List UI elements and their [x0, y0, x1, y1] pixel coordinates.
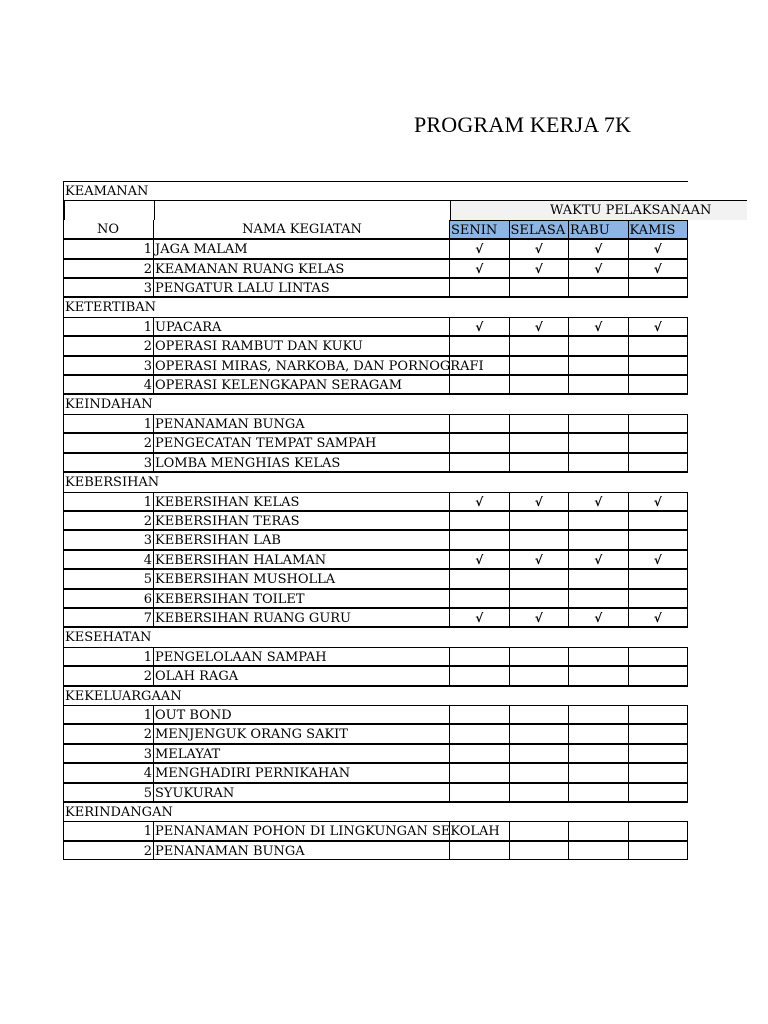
item-number: 4 — [63, 763, 154, 782]
day-header-kamis: KAMIS — [629, 220, 689, 239]
day-cell-kamis — [629, 589, 689, 608]
day-cell-rabu — [569, 666, 629, 685]
day-cell-kamis — [629, 433, 689, 452]
day-cell-selasa — [510, 433, 570, 452]
section-row — [63, 686, 688, 705]
item-name: OLAH RAGA — [154, 666, 450, 685]
day-cell-rabu — [569, 492, 629, 511]
table-row — [63, 375, 688, 394]
day-cell-kamis — [629, 453, 689, 472]
section-label: KEAMANAN — [65, 184, 149, 199]
item-number: 4 — [63, 550, 154, 569]
day-cell-selasa — [510, 336, 570, 355]
table-row — [63, 453, 688, 472]
check-mark: √ — [653, 552, 662, 567]
day-cell-selasa — [510, 259, 570, 278]
table-row — [63, 666, 688, 685]
day-cell-selasa — [510, 511, 570, 530]
table-row — [63, 336, 688, 355]
item-name: MELAYAT — [154, 744, 450, 763]
item-number: 5 — [63, 569, 154, 588]
day-cell-senin — [450, 763, 510, 782]
header-name-top-cell — [155, 200, 451, 219]
item-name: PENGELOLAAN SAMPAH — [154, 647, 450, 666]
day-header-rabu: RABU — [569, 220, 629, 239]
day-cell-senin — [450, 666, 510, 685]
check-mark: √ — [475, 319, 484, 334]
item-name: PENGECATAN TEMPAT SAMPAH — [154, 433, 450, 452]
item-number: 2 — [63, 433, 154, 452]
day-cell-kamis — [629, 375, 689, 394]
day-cell-rabu — [569, 608, 629, 627]
item-number: 4 — [63, 375, 154, 394]
day-cell-selasa — [510, 821, 570, 840]
section-label: KETERTIBAN — [65, 300, 157, 316]
day-cell-selasa — [510, 841, 570, 860]
day-cell-kamis — [629, 705, 689, 724]
day-cell-rabu — [569, 841, 629, 860]
day-cell-rabu — [569, 589, 629, 608]
section-row — [63, 472, 688, 491]
page-title: PROGRAM KERJA 7K — [414, 112, 632, 137]
day-cell-senin — [450, 375, 510, 394]
day-cell-senin — [450, 569, 510, 588]
item-name: PENANAMAN BUNGA — [154, 841, 450, 860]
item-number: 2 — [63, 259, 154, 278]
day-cell-kamis — [629, 744, 689, 763]
day-header-selasa: SELASA — [510, 220, 570, 239]
day-cell-rabu — [569, 317, 629, 336]
check-mark: √ — [653, 610, 662, 625]
day-cell-rabu — [569, 647, 629, 666]
time-header: WAKTU PELAKSANAAN — [451, 200, 747, 219]
day-cell-selasa — [510, 647, 570, 666]
item-name: MENGHADIRI PERNIKAHAN — [154, 763, 450, 782]
item-name: JAGA MALAM — [154, 239, 450, 258]
day-cell-senin — [450, 278, 510, 297]
table-row — [63, 705, 688, 724]
day-cell-selasa — [510, 239, 570, 258]
section-label: KEKELUARGAAN — [65, 688, 182, 704]
day-header-senin: SENIN — [450, 220, 510, 239]
day-cell-kamis — [629, 317, 689, 336]
check-mark: √ — [653, 242, 662, 257]
table-row — [63, 239, 688, 258]
header-row-labels — [63, 220, 688, 239]
table-row — [63, 647, 688, 666]
check-mark: √ — [653, 261, 662, 276]
day-cell-selasa — [510, 414, 570, 433]
day-cell-rabu — [569, 744, 629, 763]
item-number: 1 — [63, 492, 154, 511]
day-cell-rabu — [569, 453, 629, 472]
section-row — [63, 627, 688, 646]
table-row — [63, 414, 688, 433]
day-cell-selasa — [510, 705, 570, 724]
item-name: OPERASI RAMBUT DAN KUKU — [154, 336, 450, 355]
day-cell-selasa — [510, 356, 570, 375]
day-cell-senin — [450, 841, 510, 860]
day-cell-rabu — [569, 821, 629, 840]
day-cell-selasa — [510, 608, 570, 627]
table-row — [63, 724, 688, 743]
item-name: KEBERSIHAN KELAS — [154, 492, 450, 511]
section-label: KEINDAHAN — [65, 397, 153, 413]
item-number: 1 — [63, 821, 154, 840]
item-number: 3 — [63, 530, 154, 549]
day-cell-senin — [450, 589, 510, 608]
item-number: 2 — [63, 724, 154, 743]
day-cell-selasa — [510, 375, 570, 394]
day-cell-kamis — [629, 783, 689, 802]
table-row — [63, 511, 688, 530]
table-row — [63, 259, 688, 278]
day-cell-senin — [450, 453, 510, 472]
day-cell-rabu — [569, 705, 629, 724]
check-mark: √ — [594, 242, 603, 257]
item-name: LOMBA MENGHIAS KELAS — [154, 453, 450, 472]
day-cell-kamis — [629, 414, 689, 433]
item-number: 1 — [63, 317, 154, 336]
day-cell-kamis — [629, 821, 689, 840]
item-number: 3 — [63, 356, 154, 375]
check-mark: √ — [534, 610, 543, 625]
item-number: 3 — [63, 744, 154, 763]
day-cell-selasa — [510, 492, 570, 511]
day-cell-selasa — [510, 569, 570, 588]
day-cell-senin — [450, 492, 510, 511]
item-name: OPERASI KELENGKAPAN SERAGAM — [154, 375, 450, 394]
table-row — [63, 530, 688, 549]
day-cell-kamis — [629, 492, 689, 511]
day-cell-kamis — [629, 608, 689, 627]
day-cell-rabu — [569, 356, 629, 375]
day-cell-selasa — [510, 550, 570, 569]
day-cell-selasa — [510, 724, 570, 743]
item-name: PENANAMAN BUNGA — [154, 414, 450, 433]
day-cell-senin — [450, 433, 510, 452]
item-name: PENANAMAN POHON DI LINGKUNGAN SEKOLAH — [154, 821, 450, 840]
item-name: KEAMANAN RUANG KELAS — [154, 259, 450, 278]
day-cell-selasa — [510, 589, 570, 608]
check-mark: √ — [534, 319, 543, 334]
day-cell-rabu — [569, 278, 629, 297]
day-cell-kamis — [629, 550, 689, 569]
table-row — [63, 569, 688, 588]
day-cell-senin — [450, 608, 510, 627]
day-cell-rabu — [569, 375, 629, 394]
check-mark: √ — [594, 319, 603, 334]
day-cell-senin — [450, 724, 510, 743]
item-number: 1 — [63, 705, 154, 724]
item-name: KEBERSIHAN MUSHOLLA — [154, 569, 450, 588]
day-cell-selasa — [510, 744, 570, 763]
header-name: NAMA KEGIATAN — [154, 220, 450, 239]
item-number: 1 — [63, 239, 154, 258]
day-cell-selasa — [510, 666, 570, 685]
day-cell-senin — [450, 317, 510, 336]
section-row — [63, 802, 688, 821]
day-cell-selasa — [510, 317, 570, 336]
item-name: KEBERSIHAN TOILET — [154, 589, 450, 608]
day-cell-kamis — [629, 336, 689, 355]
day-cell-rabu — [569, 783, 629, 802]
header-row-time — [63, 200, 712, 219]
item-name: UPACARA — [154, 317, 450, 336]
section-label: KERINDANGAN — [65, 805, 173, 820]
table-row — [63, 589, 688, 608]
header-no-top-cell — [64, 200, 155, 219]
check-mark: √ — [594, 494, 603, 509]
item-name: KEBERSIHAN HALAMAN — [154, 550, 450, 569]
day-cell-kamis — [629, 259, 689, 278]
day-cell-rabu — [569, 414, 629, 433]
day-cell-senin — [450, 259, 510, 278]
day-cell-senin — [450, 744, 510, 763]
item-name: KEBERSIHAN TERAS — [154, 511, 450, 530]
day-cell-selasa — [510, 278, 570, 297]
section-label: KESEHATAN — [65, 630, 152, 646]
table-row — [63, 763, 688, 782]
check-mark: √ — [475, 494, 484, 509]
item-number: 1 — [63, 647, 154, 666]
check-mark: √ — [594, 552, 603, 567]
day-cell-rabu — [569, 259, 629, 278]
table-row — [63, 783, 688, 802]
item-name: OUT BOND — [154, 705, 450, 724]
day-cell-rabu — [569, 511, 629, 530]
table-row — [63, 744, 688, 763]
day-cell-selasa — [510, 763, 570, 782]
check-mark: √ — [534, 552, 543, 567]
item-name: KEBERSIHAN LAB — [154, 530, 450, 549]
check-mark: √ — [475, 261, 484, 276]
day-cell-rabu — [569, 530, 629, 549]
table-row — [63, 433, 688, 452]
check-mark: √ — [594, 261, 603, 276]
item-name: MENJENGUK ORANG SAKIT — [154, 724, 450, 743]
day-cell-kamis — [629, 569, 689, 588]
check-mark: √ — [594, 610, 603, 625]
table-row — [63, 550, 688, 569]
day-cell-kamis — [629, 841, 689, 860]
item-number: 3 — [63, 453, 154, 472]
day-cell-rabu — [569, 433, 629, 452]
day-cell-senin — [450, 530, 510, 549]
table-row — [63, 841, 688, 860]
day-cell-senin — [450, 239, 510, 258]
day-cell-senin — [450, 511, 510, 530]
item-name: SYUKURAN — [154, 783, 450, 802]
section-row — [63, 297, 688, 316]
item-number: 1 — [63, 414, 154, 433]
day-cell-senin — [450, 783, 510, 802]
check-mark: √ — [475, 242, 484, 257]
check-mark: √ — [475, 610, 484, 625]
table-row — [63, 608, 688, 627]
table-row — [63, 356, 688, 375]
table-row — [63, 278, 688, 297]
item-name: KEBERSIHAN RUANG GURU — [154, 608, 450, 627]
item-name: OPERASI MIRAS, NARKOBA, DAN PORNOGRAFI — [154, 356, 450, 375]
table-row — [63, 492, 688, 511]
check-mark: √ — [653, 494, 662, 509]
day-cell-senin — [450, 414, 510, 433]
table-row — [63, 821, 688, 840]
day-cell-kamis — [629, 356, 689, 375]
item-number: 3 — [63, 278, 154, 297]
check-mark: √ — [534, 261, 543, 276]
day-cell-kamis — [629, 724, 689, 743]
day-cell-kamis — [629, 239, 689, 258]
day-cell-kamis — [629, 763, 689, 782]
day-cell-senin — [450, 705, 510, 724]
item-number: 2 — [63, 841, 154, 860]
item-number: 2 — [63, 511, 154, 530]
day-cell-rabu — [569, 550, 629, 569]
day-cell-senin — [450, 550, 510, 569]
check-mark: √ — [534, 494, 543, 509]
day-cell-kamis — [629, 511, 689, 530]
day-cell-selasa — [510, 453, 570, 472]
item-number: 2 — [63, 666, 154, 685]
header-no: NO — [63, 220, 154, 239]
item-number: 5 — [63, 783, 154, 802]
table-row — [63, 317, 688, 336]
day-cell-senin — [450, 336, 510, 355]
day-cell-rabu — [569, 336, 629, 355]
day-cell-rabu — [569, 569, 629, 588]
day-cell-selasa — [510, 783, 570, 802]
check-mark: √ — [475, 552, 484, 567]
program-table — [63, 181, 712, 860]
item-name: PENGATUR LALU LINTAS — [154, 278, 450, 297]
day-cell-kamis — [629, 278, 689, 297]
day-cell-rabu — [569, 239, 629, 258]
day-cell-kamis — [629, 666, 689, 685]
section-row — [63, 181, 688, 200]
day-cell-kamis — [629, 647, 689, 666]
day-cell-selasa — [510, 530, 570, 549]
item-number: 6 — [63, 589, 154, 608]
day-cell-senin — [450, 647, 510, 666]
day-cell-rabu — [569, 724, 629, 743]
item-number: 2 — [63, 336, 154, 355]
check-mark: √ — [653, 319, 662, 334]
section-row — [63, 394, 688, 413]
section-label: KEBERSIHAN — [65, 475, 160, 491]
day-cell-rabu — [569, 763, 629, 782]
check-mark: √ — [534, 242, 543, 257]
day-cell-kamis — [629, 530, 689, 549]
item-number: 7 — [63, 608, 154, 627]
